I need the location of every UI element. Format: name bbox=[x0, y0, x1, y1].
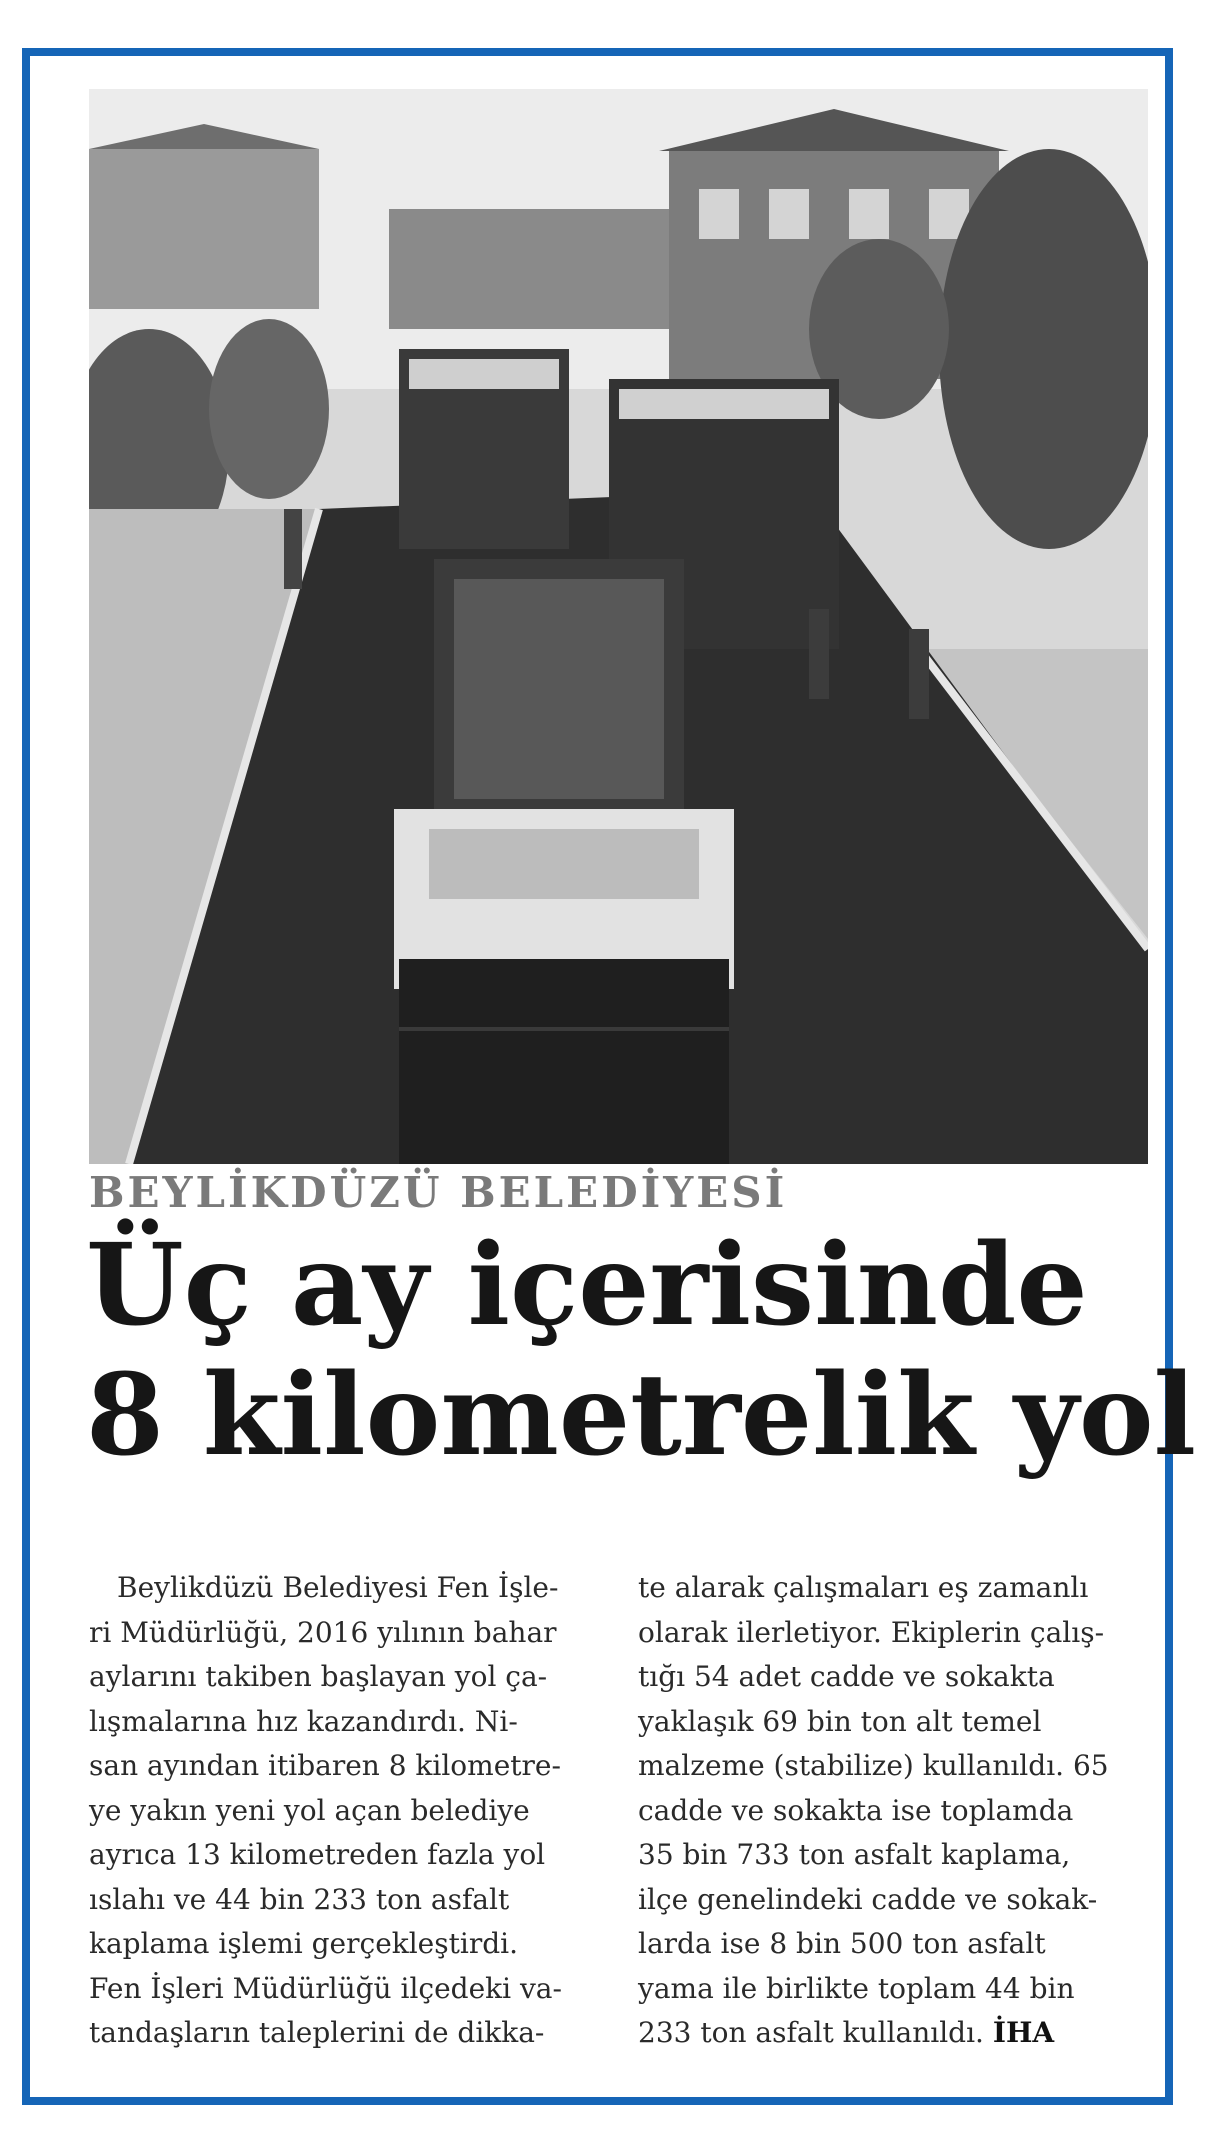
body-line: san ayından itibaren 8 kilometre- bbox=[89, 1749, 561, 1782]
agency-credit: İHA bbox=[992, 2016, 1055, 2049]
body-line: Beylikdüzü Belediyesi Fen İşle- bbox=[117, 1571, 559, 1604]
body-line: olarak ilerletiyor. Ekiplerin çalış- bbox=[638, 1615, 1105, 1649]
body-line: larda ise 8 bin 500 ton asfalt bbox=[638, 1927, 1046, 1960]
body-line: 35 bin 733 ton asfalt kaplama, bbox=[638, 1838, 1071, 1871]
headline-line-1: Üç ay içerisinde bbox=[86, 1220, 1088, 1351]
body-line: Fen İşleri Müdürlüğü ilçedeki va- bbox=[89, 1971, 562, 2005]
article-kicker: BEYLİKDÜZÜ BELEDİYESİ bbox=[89, 1168, 788, 1217]
body-line: malzeme (stabilize) kullanıldı. 65 bbox=[638, 1749, 1109, 1782]
article-frame bbox=[22, 48, 1197, 2105]
body-line: ye yakın yeni yol açan belediye bbox=[89, 1793, 530, 1827]
body-line-last-text: 233 ton asfalt kullanıldı. bbox=[638, 2016, 984, 2049]
body-line: ayrıca 13 kilometreden fazla yol bbox=[89, 1838, 546, 1871]
body-line: ıslahı ve 44 bin 233 ton asfalt bbox=[89, 1882, 510, 1916]
body-line: tığı 54 adet cadde ve sokakta bbox=[638, 1660, 1055, 1693]
body-line: te alarak çalışmaları eş zamanlı bbox=[638, 1571, 1089, 1604]
article-headline bbox=[86, 1220, 1197, 1481]
body-line: aylarını takiben başlayan yol ça- bbox=[89, 1660, 548, 1693]
body-line: yaklaşık 69 bin ton alt temel bbox=[638, 1704, 1042, 1738]
body-line: yama ile birlikte toplam 44 bin bbox=[638, 1971, 1075, 2005]
body-line: cadde ve sokakta ise toplamda bbox=[638, 1793, 1074, 1827]
body-line: lışmalarına hız kazandırdı. Ni- bbox=[89, 1704, 518, 1738]
body-line: ri Müdürlüğü, 2016 yılının bahar bbox=[89, 1615, 557, 1649]
article-body-right-column bbox=[638, 1566, 1173, 2056]
body-line: tandaşların taleplerini de dikka- bbox=[89, 2016, 545, 2049]
road-paving-photo bbox=[89, 89, 1148, 1164]
headline-line-2: 8 kilometrelik yol bbox=[86, 1350, 1197, 1481]
article-body-left-column bbox=[89, 1566, 624, 2056]
body-line-last bbox=[638, 2011, 1173, 2056]
body-line: ilçe genelindeki cadde ve sokak- bbox=[638, 1882, 1098, 1916]
road-paving-photo-icon bbox=[89, 89, 1148, 1164]
body-line: kaplama işlemi gerçekleştirdi. bbox=[89, 1927, 518, 1960]
